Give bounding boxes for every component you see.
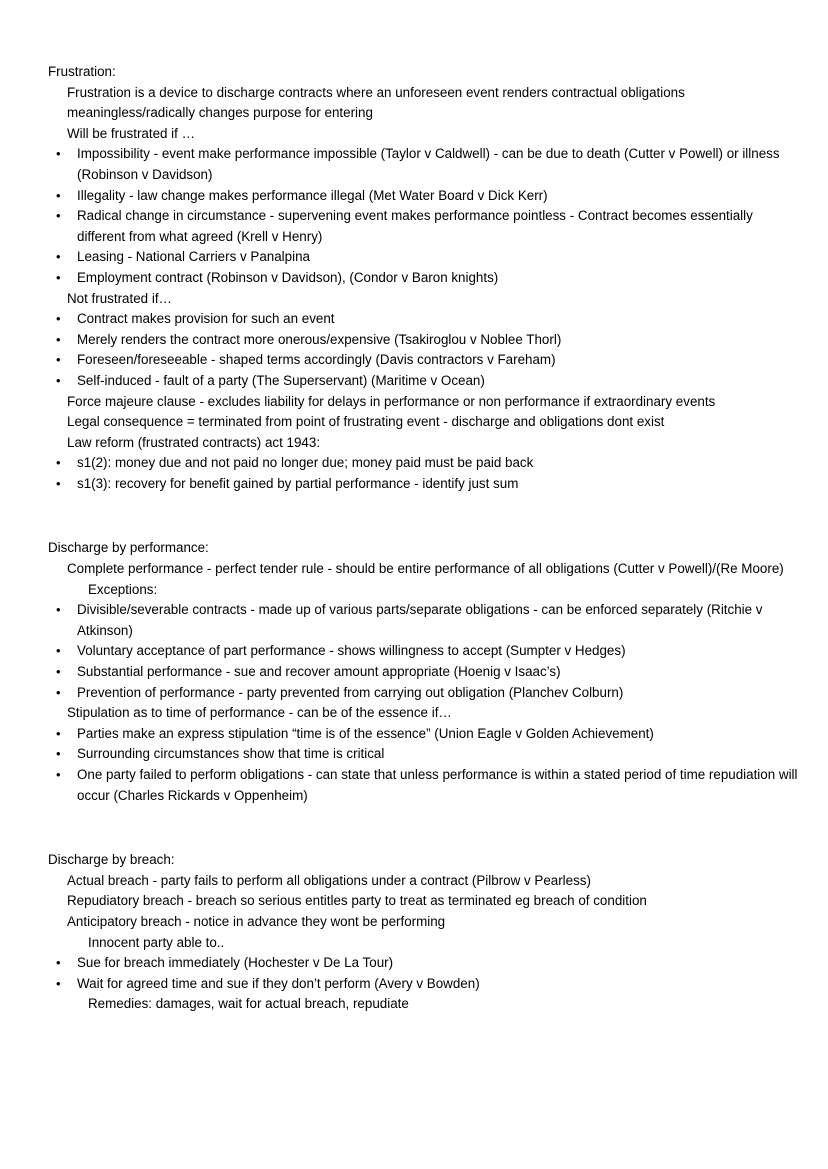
list-item: • Illegality - law change makes performance illegal (Met Water Board v Dick Kerr) <box>48 186 800 207</box>
section-spacer <box>48 806 800 850</box>
list-item: • Radical change in circumstance - supervening event makes performance pointless - Contract becomes essentially different from what agreed (Krell v Henry) <box>48 206 800 247</box>
paragraph: Remedies: damages, wait for actual breach, repudiate <box>88 996 409 1012</box>
bullet-list <box>48 309 800 391</box>
paragraph: Repudiatory breach - breach so serious entitles party to treat as terminated eg breach of condition <box>67 893 647 909</box>
list-item: • Leasing - National Carriers v Panalpina <box>48 247 800 268</box>
bullet-list <box>48 144 800 288</box>
list-item: • Parties make an express stipulation “time is of the essence” (Union Eagle v Golden Achievement) <box>48 724 800 745</box>
bullet-list <box>48 953 800 994</box>
bullet-list <box>48 600 800 703</box>
document-section <box>48 850 800 1015</box>
document-body <box>48 62 800 1015</box>
paragraph: Not frustrated if… <box>67 290 172 306</box>
section-heading: Frustration: <box>48 64 116 79</box>
document-section <box>48 538 800 806</box>
list-item: • Sue for breach immediately (Hochester v De La Tour) <box>48 953 800 974</box>
list-item: • Foreseen/foreseeable - shaped terms accordingly (Davis contractors v Fareham) <box>48 350 800 371</box>
list-item: • Impossibility - event make performance impossible (Taylor v Caldwell) - can be due to death (Cutter v Powell) or illness (Robinson v Davidson) <box>48 144 800 185</box>
paragraph: Actual breach - party fails to perform all obligations under a contract (Pilbrow v Pearless) <box>67 872 591 888</box>
section-heading: Discharge by performance: <box>48 540 209 556</box>
paragraph: Force majeure clause - excludes liability for delays in performance or non performance if extraordinary events <box>67 393 716 409</box>
section-heading: Discharge by breach: <box>48 852 175 868</box>
paragraph: Will be frustrated if … <box>67 125 195 141</box>
list-item: • Merely renders the contract more onerous/expensive (Tsakiroglou v Noblee Thorl) <box>48 330 800 351</box>
document-section <box>48 62 800 494</box>
list-item: • One party failed to perform obligations - can state that unless performance is within a stated period of time repudiation will occur (Charles Rickards v Oppenheim) <box>48 765 800 806</box>
list-item: • Substantial performance - sue and recover amount appropriate (Hoenig v Isaac’s) <box>48 662 800 683</box>
paragraph: Law reform (frustrated contracts) act 1943: <box>67 434 321 450</box>
paragraph: Complete performance - perfect tender rule - should be entire performance of all obligations (Cutter v Powell)/(Re Moore) <box>67 561 784 577</box>
list-item: • s1(2): money due and not paid no longer due; money paid must be paid back <box>48 453 800 474</box>
paragraph: Frustration is a device to discharge contracts where an unforeseen event renders contractual obligations meaningless/radically changes purpose for entering <box>67 84 685 121</box>
list-item: • Self-induced - fault of a party (The Superservant) (Maritime v Ocean) <box>48 371 800 392</box>
list-item: • Prevention of performance - party prevented from carrying out obligation (Planchev Colburn) <box>48 683 800 704</box>
paragraph: Stipulation as to time of performance - can be of the essence if… <box>67 705 452 721</box>
paragraph: Anticipatory breach - notice in advance they wont be performing <box>67 913 446 929</box>
bullet-list <box>48 453 800 494</box>
paragraph: Exceptions: <box>88 581 158 597</box>
list-item: • Voluntary acceptance of part performance - shows willingness to accept (Sumpter v Hedges) <box>48 641 800 662</box>
list-item: • s1(3): recovery for benefit gained by partial performance - identify just sum <box>48 474 800 495</box>
list-item: • Employment contract (Robinson v Davidson), (Condor v Baron knights) <box>48 268 800 289</box>
paragraph: Innocent party able to.. <box>88 934 225 950</box>
list-item: • Contract makes provision for such an event <box>48 309 800 330</box>
list-item: • Divisible/severable contracts - made up of various parts/separate obligations - can be enforced separately (Ritchie v Atkinson) <box>48 600 800 641</box>
paragraph: Legal consequence = terminated from point of frustrating event - discharge and obligations dont exist <box>67 414 665 430</box>
list-item: • Wait for agreed time and sue if they don’t perform (Avery v Bowden) <box>48 974 800 995</box>
bullet-list <box>48 724 800 806</box>
section-spacer <box>48 494 800 538</box>
list-item: • Surrounding circumstances show that time is critical <box>48 744 800 765</box>
